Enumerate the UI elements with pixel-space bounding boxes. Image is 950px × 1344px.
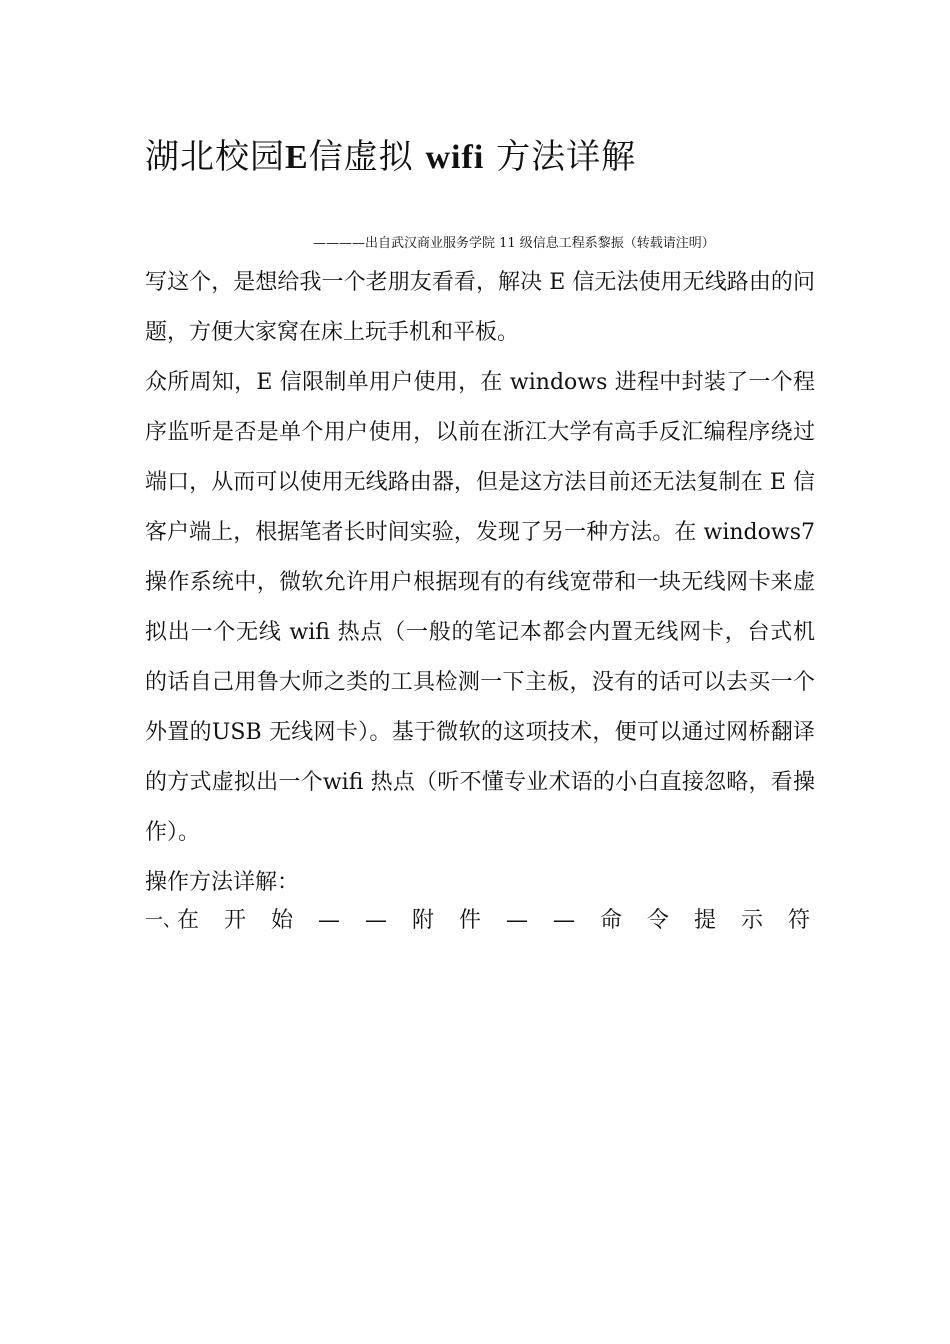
step-1-token: 件 <box>458 908 481 933</box>
document-body <box>145 258 815 908</box>
step-1-token: — <box>364 908 387 933</box>
paragraph-intro: 写这个，是想给我一个老朋友看看，解决 E 信无法使用无线路由的问题，方便大家窝在床上玩手机和平板。 <box>145 270 815 345</box>
step-1-token: 在 <box>177 908 200 933</box>
paragraph-method-heading: 操作方法详解： <box>145 870 300 895</box>
title-part-4: wifi <box>425 139 485 176</box>
step-1-token: 附 <box>411 908 434 933</box>
title-part-3: 信虚拟 <box>308 137 414 177</box>
step-1-line <box>145 896 810 946</box>
title-part-5: 方法详解 <box>496 137 637 177</box>
step-1-token: — <box>505 908 528 933</box>
step-1-token: 示 <box>740 908 763 933</box>
document-title <box>145 134 636 181</box>
paragraph-background: 众所周知，E 信限制单用户使用，在 windows 进程中封装了一个程序监听是否是单个用户使用，以前在浙江大学有高手反汇编程序绕过端口，从而可以使用无线路由器，但是这方法目前还无法复制在 E 信客户端上，根据笔者长时间实验，发现了另一种方法。在 windows7 操作系统中，微软允许用户根据现有的有线宽带和一块无线网卡来虚拟出一个无线 wifi 热点（一般的笔记本都会内置无线网卡，台式机的话自己用鲁大师之类的工具检测一下主板，没有的话可以去买一个外置的USB 无线网卡）。基于微软的这项技术，便可以通过网桥翻译的方式虚拟出一个wifi 热点（听不懂专业术语的小白直接忽略，看操作）。 <box>145 370 815 845</box>
title-part-2: E <box>285 139 309 176</box>
step-1-token: 命 <box>599 908 622 933</box>
step-1-token: 提 <box>693 908 716 933</box>
step-1-token: 开 <box>224 908 247 933</box>
step-1-token: 令 <box>646 908 669 933</box>
step-1-token: 始 <box>271 908 294 933</box>
author-byline: ————出自武汉商业服务学院 11 级信息工程系黎振（转载请注明） <box>313 236 715 251</box>
step-1-marker: 一、 <box>145 910 181 931</box>
title-part-1: 湖北校园 <box>145 137 285 177</box>
step-1-token: — <box>318 908 340 933</box>
step-1-token: — <box>552 908 575 933</box>
step-1-text <box>177 896 810 946</box>
step-1-token: 符 <box>787 908 810 933</box>
